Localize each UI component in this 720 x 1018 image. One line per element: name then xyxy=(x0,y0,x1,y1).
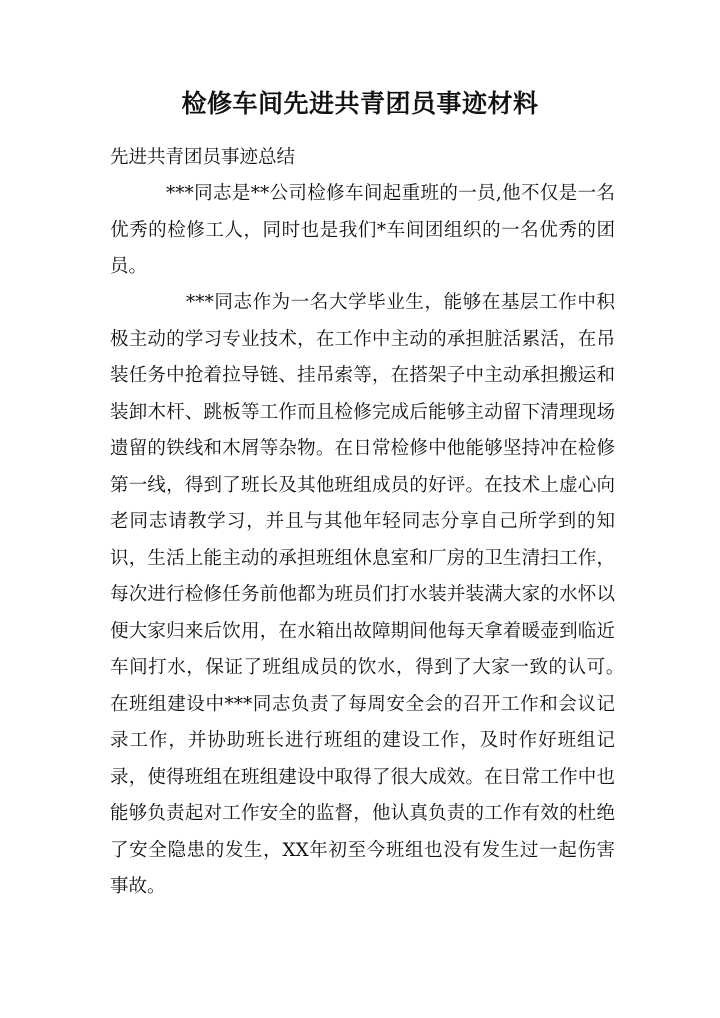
document-title: 检修车间先进共青团员事迹材料 xyxy=(181,89,539,118)
paragraph-1: ***同志是**公司检修车间起重班的一员,他不仅是一名优秀的检修工人，同时也是我们*车间团组织的一名优秀的团员。 xyxy=(110,183,615,277)
document-subtitle: 先进共青团员事迹总结 xyxy=(110,147,296,168)
paragraph-2: ***同志作为一名大学毕业生，能够在基层工作中积极主动的学习专业技术，在工作中主动的承担脏活累活，在吊装任务中抢着拉导链、挂吊索等，在搭架子中主动承担搬运和装卸木杆、跳板等工作而且检修完成后能够主动留下清理现场遗留的铁线和木屑等杂物。在日常检修中他能够坚持冲在检修第一线，得到了班长及其他班组成员的好评。在技术上虚心向老同志请教学习，并且与其他年轻同志分享自己所学到的知识，生活上能主动的承担班组休息室和厂房的卫生清扫工作，每次进行检修任务前他都为班员们打水装并装满大家的水怀以便大家归来后饮用，在水箱出故障期间他每天拿着暖壶到临近车间打水，保证了班组成员的饮水，得到了大家一致的认可。 在班组建设中***同志负责了每周安全会的召开工作和会议记录工作，并协助班长进行班组的建设工作，及时作好班组记录，使得班组在班组建设中取得了很大成效。在日常工作中也能够负责起对工作安全的监督，他认真负责的工作有效的杜绝了安全隐患的发生，XX年初至今班组也没有发生过一起伤害事故。 xyxy=(110,292,634,897)
